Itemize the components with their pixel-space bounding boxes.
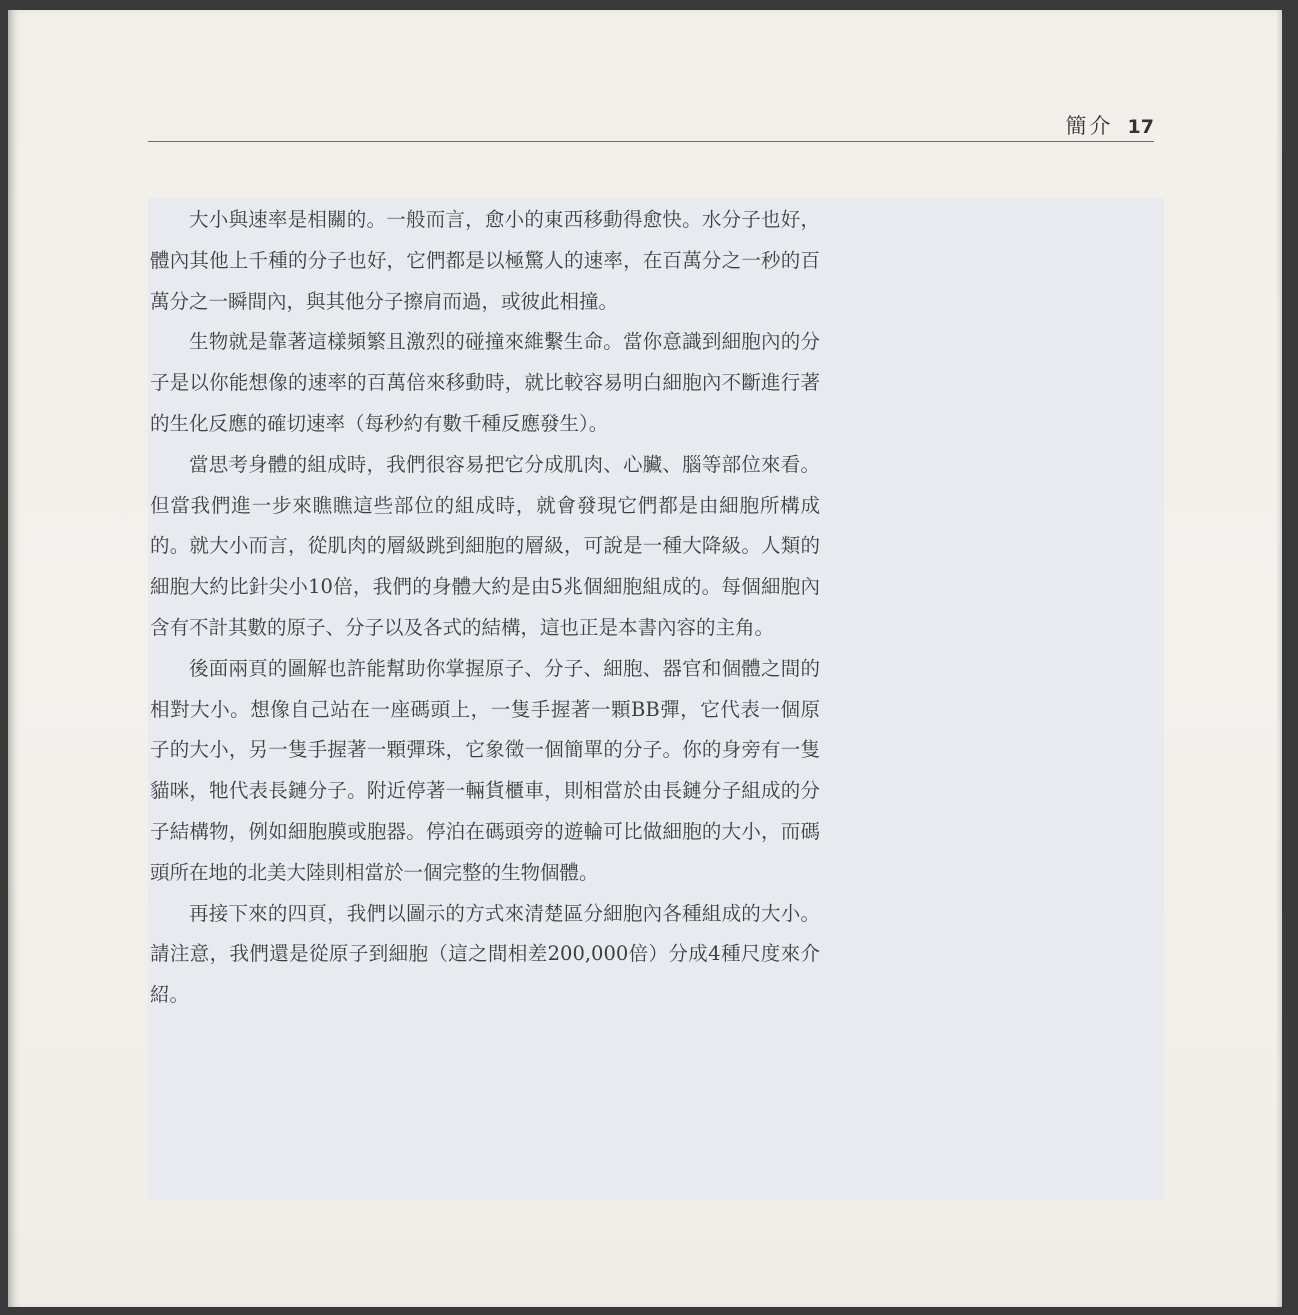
page-edge: [1276, 10, 1282, 1307]
book-page: [8, 10, 1282, 1307]
chapter-title: 簡介: [1065, 114, 1114, 138]
running-header: [148, 110, 1154, 136]
paragraph: 再接下來的四頁，我們以圖示的方式來清楚區分細胞內各種組成的大小。請注意，我們還是從原子到細胞（這之間相差200,000倍）分成4種尺度來介紹。: [150, 901, 820, 1007]
paragraph: 大小與速率是相關的。一般而言，愈小的東西移動得愈快。水分子也好，體內其他上千種的分子也好，它們都是以極驚人的速率，在百萬分之一秒的百萬分之一瞬間內，與其他分子擦肩而過，或彼此相撞。: [150, 208, 820, 313]
paragraph: 後面兩頁的圖解也許能幫助你掌握原子、分子、細胞、器官和個體之間的相對大小。想像自己站在一座碼頭上，一隻手握著一顆BB彈，它代表一個原子的大小，另一隻手握著一顆彈珠，它象徵一個簡單的分子。你的身旁有一隻貓咪，牠代表長鏈分子。附近停著一輛貨櫃車，則相當於由長鏈分子組成的分子結構物，例如細胞膜或胞器。停泊在碼頭旁的遊輪可比做細胞的大小，而碼頭所在地的北美大陸則相當於一個完整的生物個體。: [150, 656, 820, 884]
header-text: [1066, 110, 1154, 140]
paragraph: 當思考身體的組成時，我們很容易把它分成肌肉、心臟、腦等部位來看。但當我們進一步來瞧瞧這些部位的組成時，就會發現它們都是由細胞所構成的。就大小而言，從肌肉的層級跳到細胞的層級，可說是一種大降級。人類的細胞大約比針尖小10倍，我們的身體大約是由5兆個細胞組成的。每個細胞內含有不計其數的原子、分子以及各式的結構，這也正是本書內容的主角。: [150, 452, 820, 639]
header-rule: [148, 141, 1154, 142]
paragraph: 生物就是靠著這樣頻繁且激烈的碰撞來維繫生命。當你意識到細胞內的分子是以你能想像的速率的百萬倍來移動時，就比較容易明白細胞內不斷進行著的生化反應的確切速率（每秒約有數千種反應發生）。: [150, 330, 820, 435]
page-number: 17: [1127, 116, 1154, 138]
body-text: [150, 200, 820, 1016]
